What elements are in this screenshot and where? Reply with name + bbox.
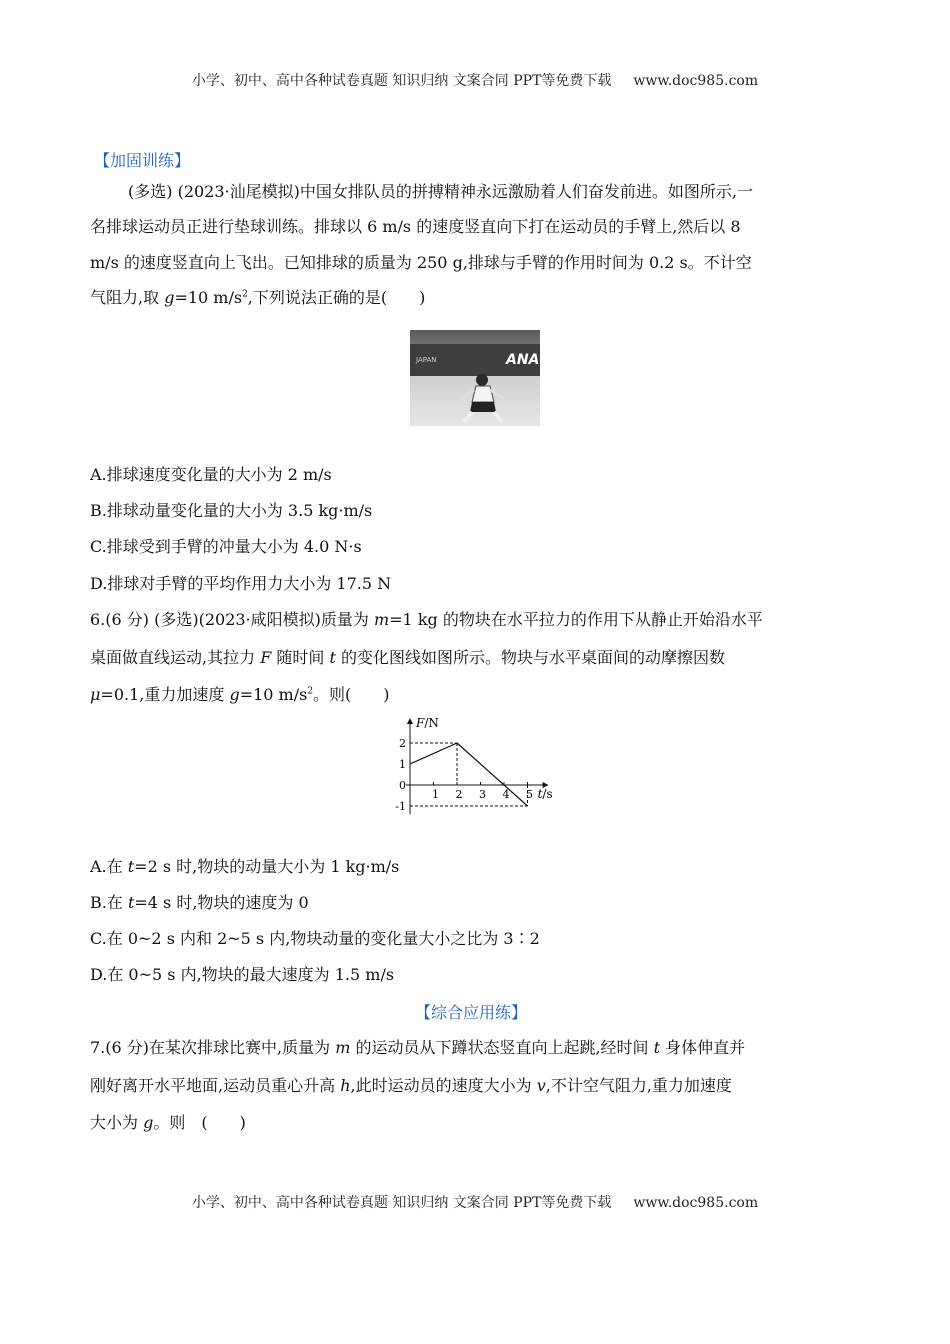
- q7-line-1-rest: 身体伸直并: [660, 1038, 746, 1057]
- q6-option-b-text: =4 s 时,物块的速度为 0: [134, 893, 309, 912]
- q6-option-b: [90, 891, 870, 915]
- q6-option-a: [90, 855, 870, 879]
- q5-line-3: m/s 的速度竖直向上飞出。已知排球的质量为 250 g,排球与手臂的作用时间为 0.2 s。不计空: [90, 253, 752, 272]
- header-url[interactable]: www.doc985.com: [633, 73, 759, 89]
- q5-option-d: D.排球对手臂的平均作用力大小为 17.5 N: [90, 574, 392, 593]
- x-tick-label: 4: [502, 788, 510, 801]
- var-g: g: [164, 288, 175, 307]
- q5-line-4-value: =10 m/s: [174, 288, 243, 307]
- q5-line-4-text: 气阻力,取: [90, 288, 165, 307]
- force-line-segment: [457, 743, 528, 806]
- var-h: h: [340, 1076, 351, 1095]
- q6-option-b-label: B.在: [90, 893, 128, 912]
- q6-line-3-value: =10 m/s: [239, 685, 308, 704]
- q5-option-b: B.排球动量变化量的大小为 3.5 kg·m/s: [90, 501, 373, 520]
- q7-line-2: [90, 1074, 870, 1098]
- page-footer: [0, 1192, 950, 1212]
- player-figure: [450, 368, 510, 424]
- var-m: m: [335, 1038, 351, 1057]
- photo-banner-label: JAPAN: [416, 356, 437, 364]
- q6-option-a-label: A.在: [90, 857, 128, 876]
- y-tick-label: -1: [395, 800, 406, 813]
- q6-option-a-text: =2 s 时,物块的动量大小为 1 kg·m/s: [134, 857, 400, 876]
- q5-option-c: C.排球受到手臂的冲量大小为 4.0 N·s: [90, 537, 362, 556]
- header-text: 小学、初中、高中各种试卷真题 知识归纳 文案合同 PPT等免费下载: [191, 73, 612, 89]
- photo-sponsor-logo: ANA: [506, 352, 540, 368]
- q7-line-3: [90, 1111, 870, 1135]
- q6-option-d: D.在 0~5 s 内,物块的最大速度为 1.5 m/s: [90, 965, 395, 984]
- x-tick-label: 3: [479, 788, 486, 801]
- q6-line-2-rest: 的变化图线如图所示。物块与水平桌面间的动摩擦因数: [335, 648, 726, 667]
- x-tick-label: 2: [455, 788, 463, 801]
- var-t: t: [653, 1038, 661, 1057]
- force-time-chart: [390, 715, 570, 815]
- q6-line-1: [90, 608, 870, 632]
- x-tick-label: 5: [526, 788, 533, 801]
- q5-line-4: [90, 286, 870, 310]
- q7-line-2-mid: ,此时运动员的速度大小为: [350, 1076, 537, 1095]
- section-heading-reinforcement: 【加固训练】: [94, 151, 191, 170]
- q6-line-3: [90, 683, 870, 707]
- x-tick-label: 1: [432, 788, 439, 801]
- var-g: g: [229, 685, 240, 704]
- force-line-segment: [410, 743, 457, 764]
- y-axis-label: F/N: [416, 716, 439, 730]
- var-t: t: [127, 857, 135, 876]
- q7-line-3-text: 大小为: [90, 1113, 144, 1132]
- var-m: m: [373, 610, 390, 629]
- var-v: v: [536, 1076, 546, 1095]
- q7-line-2-rest: ,不计空气阻力,重力加速度: [545, 1076, 732, 1095]
- footer-text: 小学、初中、高中各种试卷真题 知识归纳 文案合同 PPT等免费下载: [191, 1195, 612, 1211]
- q7-line-1-text: 7.(6 分)在某次排球比赛中,质量为: [90, 1038, 336, 1057]
- var-F: F: [260, 648, 272, 667]
- q6-line-1-text: 6.(6 分) (多选)(2023·咸阳模拟)质量为: [90, 610, 374, 629]
- x-axis-label: t/s: [537, 787, 553, 801]
- q6-line-2-text: 桌面做直线运动,其拉力: [90, 648, 261, 667]
- y-tick-label: 2: [399, 737, 406, 750]
- footer-url[interactable]: www.doc985.com: [633, 1195, 759, 1211]
- page-header: [0, 70, 950, 90]
- q6-line-3-prompt: 。则( ): [313, 685, 390, 704]
- q5-line-4-prompt: ,下列说法正确的是( ): [247, 288, 426, 307]
- q6-line-1-rest: =1 kg 的物块在水平拉力的作用下从静止开始沿水平: [389, 610, 763, 629]
- var-t: t: [127, 893, 135, 912]
- q7-line-1: [90, 1036, 870, 1060]
- q6-line-2-mid: 随时间: [271, 648, 330, 667]
- q5-option-a: A.排球速度变化量的大小为 2 m/s: [90, 465, 332, 484]
- var-g: g: [143, 1113, 154, 1132]
- q5-line-1: (多选) (2023·汕尾模拟)中国女排队员的拼搏精神永远激励着人们奋发前进。如图所示,一: [128, 182, 753, 201]
- section-heading-comprehensive: 【综合应用练】: [415, 1003, 528, 1022]
- q7-line-1-mid: 的运动员从下蹲状态竖直向上起跳,经时间: [350, 1038, 654, 1057]
- exponent: 2: [242, 289, 248, 300]
- q6-line-3-text: =0.1,重力加速度: [100, 685, 230, 704]
- q5-line-2: 名排球运动员正进行垫球训练。排球以 6 m/s 的速度竖直向下打在运动员的手臂上,然后以 8: [90, 217, 741, 236]
- y-tick-label: 0: [399, 779, 406, 792]
- var-t: t: [329, 648, 336, 667]
- exponent: 2: [307, 686, 314, 697]
- q7-line-2-text: 刚好离开水平地面,运动员重心升高: [90, 1076, 341, 1095]
- q6-line-2: [90, 646, 870, 670]
- q7-line-3-prompt: 。则 ( ): [153, 1113, 246, 1132]
- y-tick-label: 1: [399, 758, 406, 771]
- volleyball-player-photo: [410, 330, 540, 426]
- q6-option-c: C.在 0~2 s 内和 2~5 s 内,物块动量的变化量大小之比为 3∶2: [90, 929, 540, 948]
- var-mu: μ: [90, 685, 101, 704]
